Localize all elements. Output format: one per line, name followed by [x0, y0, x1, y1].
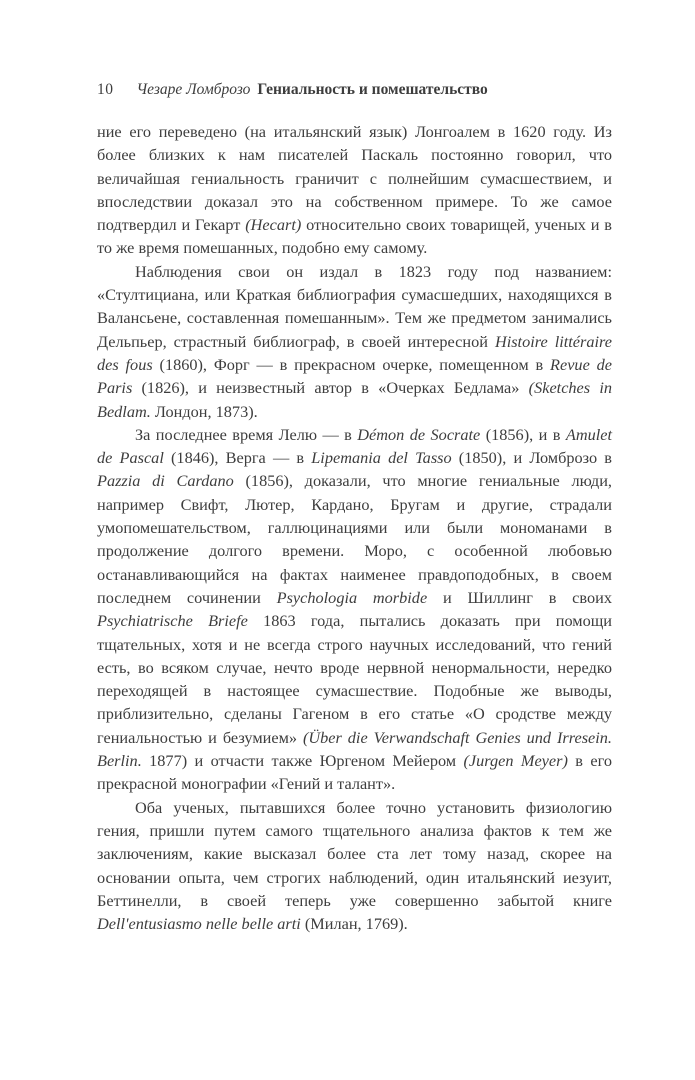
- work-title: Démon de Socrate: [357, 424, 481, 444]
- paragraph: [97, 423, 612, 796]
- text-segment: (1856), и в: [480, 424, 566, 444]
- body-text: [97, 120, 612, 935]
- text-segment: и Шиллинг в своих: [427, 587, 612, 607]
- text-segment: (1826), и неизвестный автор в «Очерках Бедлама»: [132, 378, 529, 398]
- text-segment: Оба ученых, пытавшихся более точно установить физиологию гения, пришли путем самого тщательного анализа фактов к тем же заключениям, какие высказал более ста лет тому назад, скорее на основании опыта, чем строгих наблюдений, один итальянский иезуит, Беттинелли, в своей теперь уже совершенно забытой книге: [97, 797, 612, 910]
- running-head-title: Гениальность и помешательство: [257, 81, 488, 98]
- paragraph: [97, 120, 612, 260]
- work-title: (Über die Verwandschaft Genies und Irresein. Berlin.: [97, 727, 612, 771]
- work-title: Dell'entusiasmo nelle belle arti: [97, 914, 301, 934]
- text-segment: (1856), доказали, что многие гениальные люди, например Свифт, Лютер, Кардано, Бругам и другие, страдали умопомешательством, галлюцинациями или были мономанами в продолжение долгого времени. Моро, с особенной любовью останавливающийся на фактах наименее правдоподобных, в своем последнем сочинении: [97, 471, 612, 607]
- work-title: Amulet de Pascal: [97, 424, 612, 468]
- page-header: [97, 80, 612, 99]
- work-title: (Hecart): [245, 215, 302, 235]
- paragraph: [97, 260, 612, 423]
- work-title: Pazzia di Cardano: [97, 471, 234, 491]
- text-segment: Лондон, 1873).: [150, 401, 258, 421]
- running-head-author: Чезаре Ломброзо: [136, 81, 251, 98]
- work-title: (Sketches in Bedlam.: [97, 378, 613, 421]
- text-segment: в его прекрасной монографии «Гений и талант».: [97, 751, 612, 794]
- paragraph: [97, 796, 612, 936]
- page-number: 10: [97, 81, 114, 98]
- work-title: Psychologia morbide: [276, 587, 428, 607]
- work-title: Lipemania del Tasso: [311, 448, 452, 468]
- work-title: Psychiatrische Briefe: [97, 611, 248, 631]
- text-segment: ние его переведено (на итальянский язык) Лонгоалем в 1620 году. Из более близких к нам писателей Паскаль постоянно говорил, что величайшая гениальность граничит с полнейшим сумасшествием, и впоследствии доказал это на собственном примере. То же самое подтвердил и Гекарт: [97, 122, 612, 235]
- work-title: Histoire littéraire des fous: [97, 331, 612, 374]
- text-segment: (Милан, 1769).: [300, 914, 408, 934]
- work-title: (Jurgen Meyer): [463, 751, 568, 771]
- text-segment: (1860), Форг — в прекрасном очерке, помещенном в: [152, 354, 551, 374]
- text-segment: 1877) и отчасти также Юргеном Мейером: [141, 751, 464, 771]
- text-segment: За последнее время Лелю — в: [135, 424, 358, 444]
- text-segment: 1863 года, пытались доказать при помощи тщательных, хотя и не всегда строго научных исследований, что гений есть, во всяком случае, нечто вроде нервной ненормальности, нередко переходящей в настоящее сумасшествие. Подобные же выводы, приблизительно, сделаны Гагеном в его статье «О сродстве между гениальностью и безумием»: [97, 611, 612, 747]
- work-title: Revue de Paris: [97, 354, 612, 398]
- text-segment: относительно своих товарищей, ученых и в то же время помешанных, подобно ему самому.: [97, 215, 612, 258]
- text-segment: (1846), Верга — в: [163, 448, 312, 468]
- text-segment: Наблюдения свои он издал в 1823 году под названием: «Стултициана, или Краткая библиография сумасшедших, находящихся в Валансьене, составленная помешанным». Тем же предметом занимались Дельпьер, страстный библиограф, в своей интересной: [97, 261, 612, 351]
- text-segment: (1850), и Ломброзо в: [451, 448, 612, 468]
